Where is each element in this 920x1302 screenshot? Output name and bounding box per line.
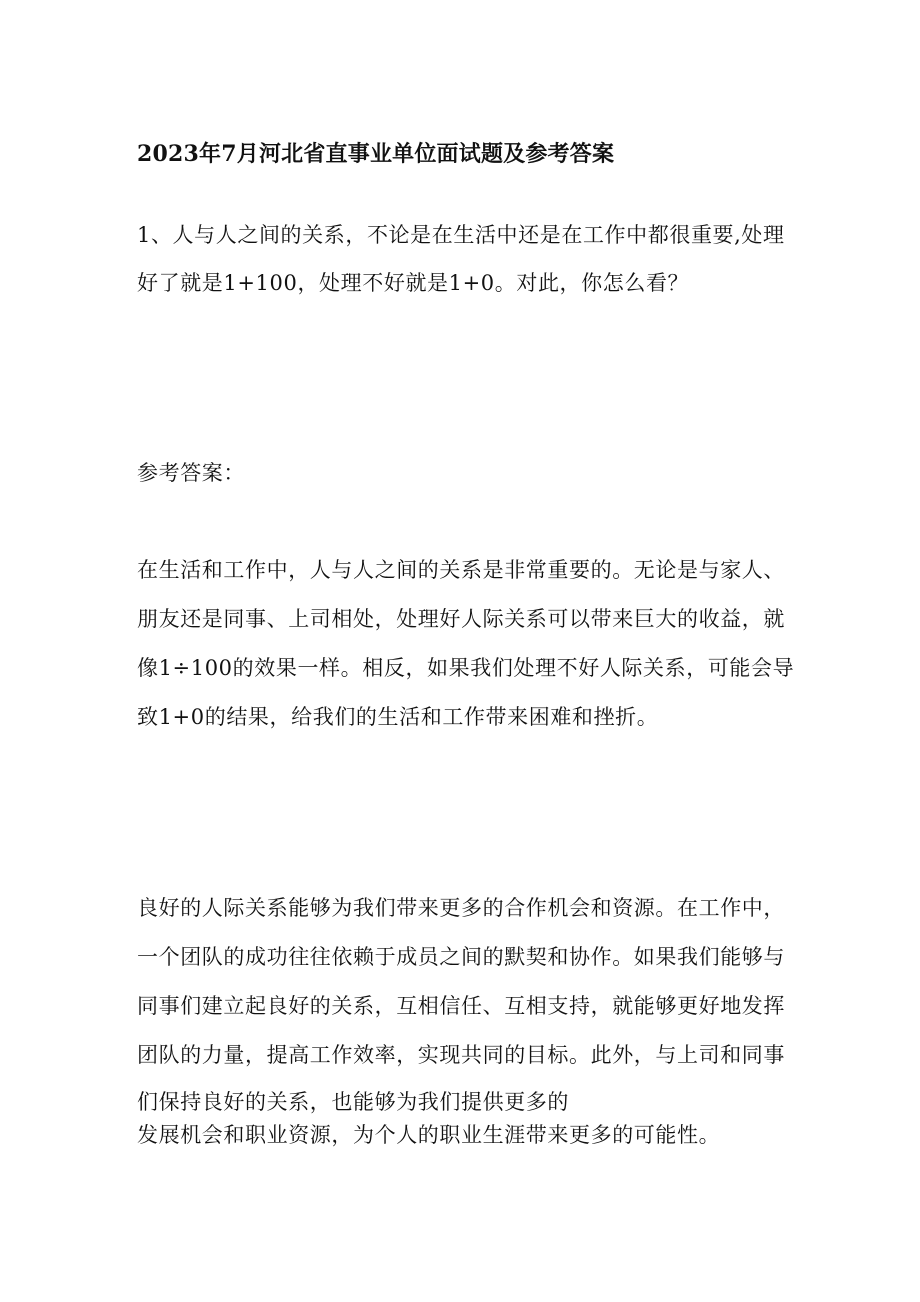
paragraph2-line-2: 一个团队的成功往往依赖于成员之间的默契和协作。如果我们能够与 xyxy=(137,945,785,969)
answer-label: 参考答案： xyxy=(137,461,245,485)
paragraph2-line-6: 发展机会和职业资源，为个人的职业生涯带来更多的可能性。 xyxy=(137,1123,721,1147)
paragraph2-line-4: 团队的力量，提高工作效率，实现共同的目标。此外，与上司和同事 xyxy=(137,1043,785,1067)
document-title: 2023年7月河北省直事业单位面试题及参考答案 xyxy=(137,141,615,167)
paragraph2-line-5: 们保持良好的关系，也能够为我们提供更多的 xyxy=(137,1090,569,1114)
question-line-2: 好了就是1+100，处理不好就是1+0。对此，你怎么看？ xyxy=(137,271,690,295)
paragraph2-line-3: 同事们建立起良好的关系，互相信任、互相支持，就能够更好地发挥 xyxy=(137,994,785,1018)
paragraph1-line-4: 致1+0的结果，给我们的生活和工作带来困难和挫折。 xyxy=(137,705,659,729)
paragraph2-line-1: 良好的人际关系能够为我们带来更多的合作机会和资源。在工作中， xyxy=(137,896,785,920)
paragraph1-line-3: 像1÷100的效果一样。相反，如果我们处理不好人际关系，可能会导 xyxy=(137,656,795,680)
paragraph1-line-1: 在生活和工作中，人与人之间的关系是非常重要的。无论是与家人、 xyxy=(137,558,785,582)
paragraph1-line-2: 朋友还是同事、上司相处，处理好人际关系可以带来巨大的收益，就 xyxy=(137,607,785,631)
question-line-1: 1、人与人之间的关系，不论是在生活中还是在工作中都很重要,处理 xyxy=(137,223,785,247)
